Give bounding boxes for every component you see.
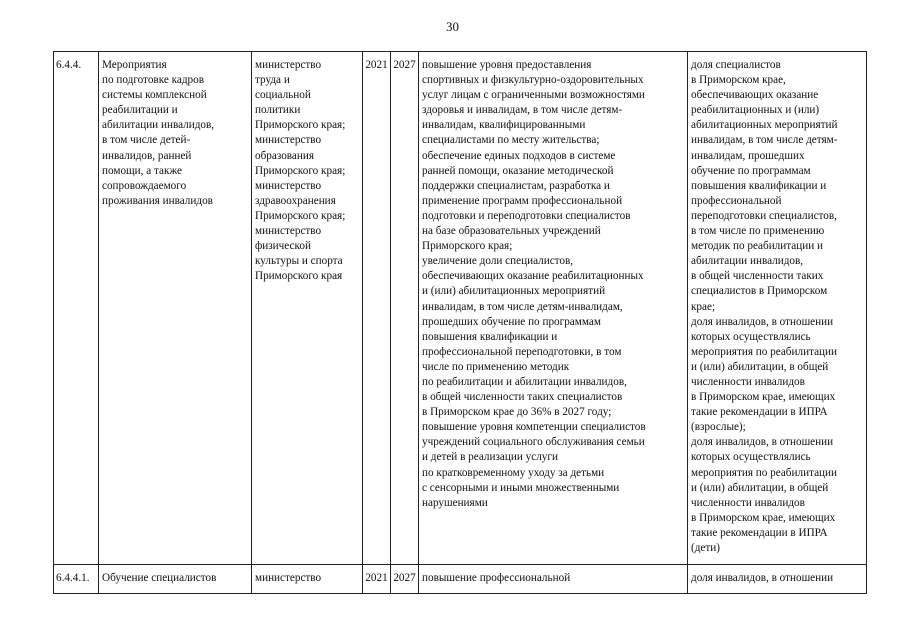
text-line: политики [255, 104, 301, 117]
text-line: Приморского края; [255, 164, 346, 177]
text-line: и (или) абилитации, в общей [691, 481, 829, 494]
text-line: в том числе по применению [691, 225, 825, 238]
text-line: доля инвалидов, в отношении [691, 436, 834, 449]
text-line: мероприятия по реабилитации [691, 466, 838, 479]
program-table [53, 51, 867, 594]
text-line: на базе образовательных учреждений [422, 225, 601, 238]
year-end: 2027 [391, 565, 419, 594]
text-line: доля инвалидов, в отношении [691, 315, 834, 328]
text-line: в общей численности таких [691, 270, 824, 283]
text-line: реабилитации и [102, 104, 178, 117]
text-line: абилитационных мероприятий [691, 119, 838, 132]
text-line: министерство [255, 225, 322, 238]
text-line: здравоохранения [255, 194, 336, 207]
text-line: профессиональной [691, 194, 782, 207]
text-line: доля инвалидов, в отношении [691, 572, 834, 584]
text-line: мероприятия по реабилитации [691, 345, 838, 358]
text-line: обучение по программам [691, 164, 811, 177]
text-line: подготовки и переподготовки специалистов [422, 209, 631, 222]
text-line: в Приморском крае, [691, 74, 786, 87]
text-line: повышения квалификации и [422, 330, 558, 343]
text-line: доля специалистов [691, 59, 781, 71]
text-line: обеспечивающих оказание [691, 89, 819, 102]
text-line: обеспечивающих оказание реабилитационных [422, 270, 644, 283]
text-line: услуг лицам с ограниченными возможностями [422, 89, 645, 102]
text-line: труда и [255, 74, 290, 87]
text-line: министерство [255, 59, 322, 71]
text-line: которых осуществлялись [691, 451, 811, 464]
text-line: Приморского края; [255, 119, 346, 132]
result-text [422, 571, 687, 586]
table-row [54, 52, 867, 565]
text-line: Приморского края; [255, 209, 346, 222]
text-line: социальной [255, 89, 311, 102]
text-line: сопровождаемого [102, 179, 187, 192]
event-cell [99, 565, 252, 594]
text-line: инвалидам, прошедших [691, 149, 805, 162]
text-line: обеспечение единых подходов в системе [422, 149, 616, 162]
text-line: учреждений социального обслуживания семьи [422, 436, 645, 449]
text-line: реабилитационных и (или) [691, 104, 820, 117]
text-line: Мероприятия [102, 59, 167, 71]
text-line: по реабилитации и абилитации инвалидов, [422, 375, 627, 388]
text-line: повышение профессиональной [422, 572, 571, 584]
text-line: специалистов в Приморском [691, 285, 828, 298]
text-line: министерство [255, 572, 322, 584]
text-line: ранней помощи, оказание методической [422, 164, 614, 177]
text-line: повышение уровня компетенции специалистов [422, 421, 646, 434]
text-line: Приморского края [255, 270, 343, 283]
text-line: и (или) абилитации, в общей [691, 360, 829, 373]
indicator-cell [688, 565, 867, 594]
text-line: (дети) [691, 542, 720, 554]
text-line: нарушениями [422, 496, 488, 509]
text-line: спортивных и физкультурно-оздоровительных [422, 74, 644, 87]
executor-cell [252, 565, 363, 594]
text-line: (взрослые); [691, 421, 746, 434]
result-cell [419, 565, 688, 594]
result-text [422, 58, 687, 511]
event-text [102, 58, 251, 209]
year-end: 2027 [391, 52, 419, 565]
text-line: такие рекомендации в ИПРА [691, 406, 828, 419]
text-line: культуры и спорта [255, 255, 343, 268]
text-line: увеличение доли специалистов, [422, 255, 574, 268]
text-line: здоровья и инвалидам, в том числе детям- [422, 104, 623, 117]
text-line: по подготовке кадров [102, 74, 205, 87]
text-line: прошедших обучение по программам [422, 315, 601, 328]
text-line: специалистами по месту жительства; [422, 134, 600, 147]
text-line: числе по применению методик [422, 360, 570, 373]
text-line: поддержки специалистам, разработка и [422, 179, 610, 192]
text-line: крае; [691, 300, 716, 313]
text-line: повышения квалификации и [691, 179, 827, 192]
text-line: инвалидам, в том числе детям- [691, 134, 838, 147]
text-line: инвалидам, квалифицированными [422, 119, 586, 132]
text-line: методик по реабилитации и [691, 240, 823, 253]
item-number: 6.4.4.1. [54, 565, 99, 594]
text-line: которых осуществлялись [691, 330, 811, 343]
text-line: в том числе детей- [102, 134, 191, 147]
text-line: по кратковременному уходу за детьми [422, 466, 605, 479]
text-line: Приморского края; [422, 240, 513, 253]
text-line: профессиональной переподготовки, в том [422, 345, 622, 358]
table-row [54, 565, 867, 594]
text-line: и детей в реализации услуги [422, 451, 558, 464]
indicator-text [691, 571, 866, 586]
text-line: переподготовки специалистов, [691, 209, 837, 222]
indicator-cell [688, 52, 867, 565]
indicator-text [691, 58, 866, 556]
executor-text [255, 571, 362, 586]
text-line: инвалидам, в том числе детям-инвалидам, [422, 300, 623, 313]
result-cell [419, 52, 688, 565]
event-text [102, 571, 251, 586]
text-line: министерство [255, 179, 322, 192]
event-cell [99, 52, 252, 565]
text-line: системы комплексной [102, 89, 207, 102]
text-line: повышение уровня предоставления [422, 59, 592, 71]
text-line: в Приморском крае до 36% в 2027 году; [422, 406, 612, 419]
text-line: проживания инвалидов [102, 194, 213, 207]
year-start: 2021 [363, 52, 391, 565]
year-start: 2021 [363, 565, 391, 594]
page-number: 30 [446, 19, 459, 34]
text-line: Обучение специалистов [102, 572, 217, 584]
text-line: численности инвалидов [691, 375, 805, 388]
text-line: в Приморском крае, имеющих [691, 391, 836, 404]
text-line: с сенсорными и иными множественными [422, 481, 620, 494]
text-line: абилитации инвалидов, [102, 119, 215, 132]
executor-text [255, 58, 362, 284]
text-line: образования [255, 149, 315, 162]
text-line: такие рекомендации в ИПРА [691, 526, 828, 539]
text-line: и (или) абилитационных мероприятий [422, 285, 606, 298]
text-line: в Приморском крае, имеющих [691, 511, 836, 524]
item-number: 6.4.4. [54, 52, 99, 565]
text-line: помощи, а также [102, 164, 182, 177]
text-line: абилитации инвалидов, [691, 255, 804, 268]
text-line: министерство [255, 134, 322, 147]
text-line: физической [255, 240, 311, 253]
text-line: численности инвалидов [691, 496, 805, 509]
text-line: в общей численности таких специалистов [422, 391, 623, 404]
text-line: инвалидов, ранней [102, 149, 192, 162]
executor-cell [252, 52, 363, 565]
text-line: применение программ профессиональной [422, 194, 623, 207]
